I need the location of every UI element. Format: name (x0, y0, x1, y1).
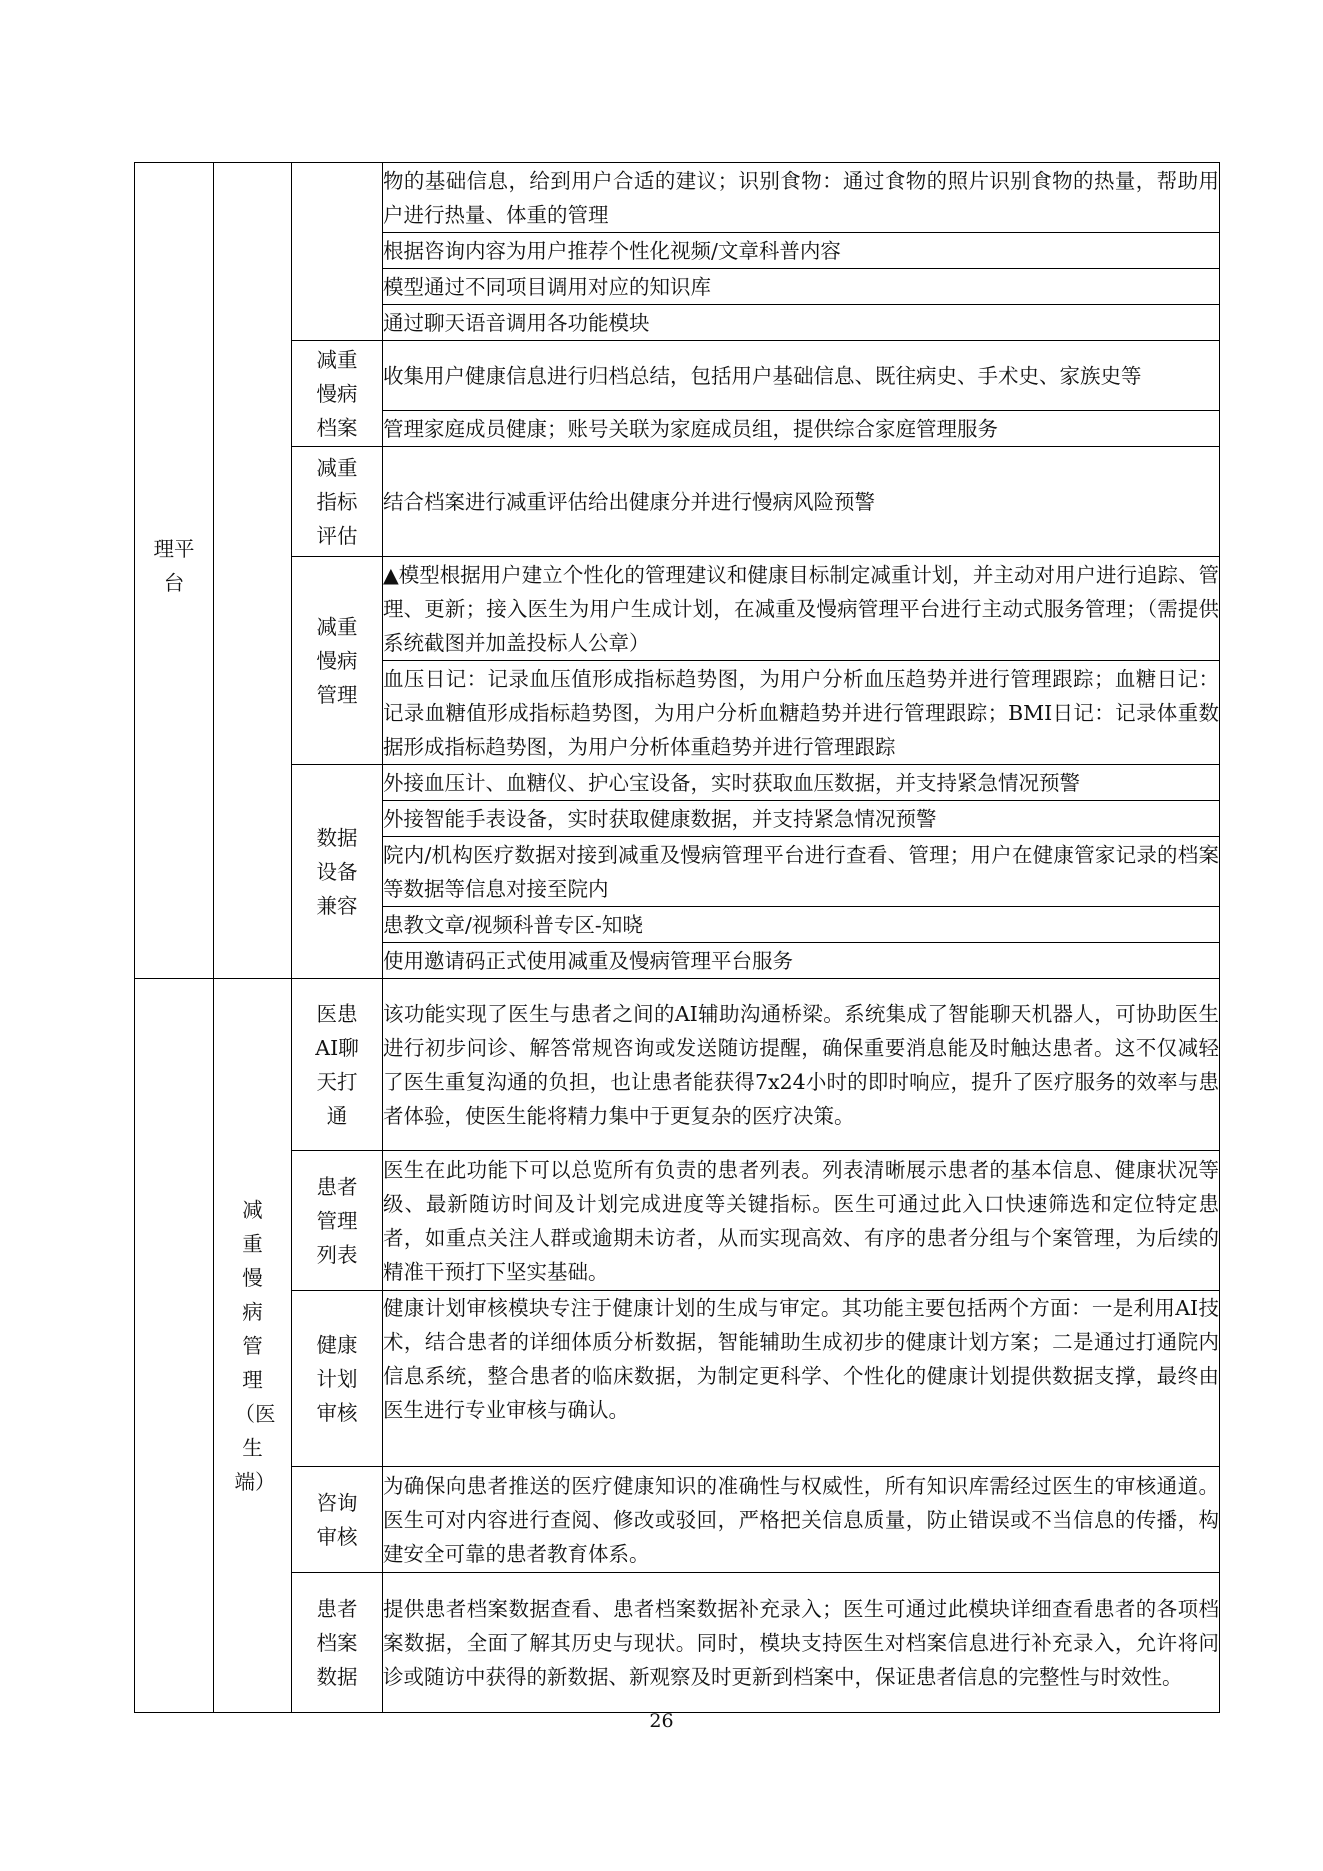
feature-cell (383, 907, 1220, 943)
feature-text: 健康计划审核模块专注于健康计划的生成与审定。其功能主要包括两个方面：一是利用AI技术，结合患者的详细体质分析数据，智能辅助生成初步的健康计划方案；二是通过打通院内信息系统，整合患者的临床数据，为制定更科学、个性化的健康计划提供数据支撑，最终由医生进行专业审核与确认。 (383, 1296, 1219, 1422)
feature-text: 物的基础信息，给到用户合适的建议；识别食物：通过食物的照片识别食物的热量，帮助用户进行热量、体重的管理 (383, 168, 1219, 227)
module-cell (292, 979, 383, 1151)
module-cell-blank (292, 163, 383, 341)
module-label: 患者档案数据 (316, 1596, 358, 1689)
module-label: 医患AI聊天打通 (315, 1001, 359, 1128)
feature-cell (383, 1573, 1220, 1713)
module-cell (292, 557, 383, 765)
module-cell (292, 1573, 383, 1713)
spec-sheet (134, 162, 1219, 1713)
feature-cell (383, 943, 1220, 979)
feature-text: 提供患者档案数据查看、患者档案数据补充录入；医生可通过此模块详细查看患者的各项档案数据，全面了解其历史与现状。同时，模块支持医生对档案信息进行补充录入，允许将问诊或随访中获得的新数据、新观察及时更新到档案中，保证患者信息的完整性与时效性。 (383, 1596, 1219, 1689)
module-cell (292, 341, 383, 447)
module-cell (292, 447, 383, 557)
feature-cell (383, 661, 1220, 765)
page-number: 26 (649, 1710, 674, 1732)
feature-text: 根据咨询内容为用户推荐个性化视频/文章科普内容 (383, 238, 841, 263)
module-label: 减重慢病档案 (316, 347, 358, 440)
feature-cell (383, 801, 1220, 837)
module-cell (292, 1467, 383, 1573)
feature-text: 通过聊天语音调用各功能模块 (383, 310, 650, 335)
feature-cell (383, 269, 1220, 305)
feature-text: 该功能实现了医生与患者之间的AI辅助沟通桥梁。系统集成了智能聊天机器人，可协助医生进行初步问诊、解答常规咨询或发送随访提醒，确保重要消息能及时触达患者。这不仅减轻了医生重复沟通的负担，也让患者能获得7x24小时的即时响应，提升了医疗服务的效率与患者体验，使医生能将精力集中于更复杂的医疗决策。 (383, 1001, 1219, 1128)
module-label: 减重指标评估 (316, 455, 358, 548)
section-cell (214, 979, 292, 1713)
platform-cell (135, 163, 214, 979)
module-cell (292, 1151, 383, 1291)
module-label: 咨询审核 (316, 1490, 358, 1549)
feature-text: 血压日记：记录血压值形成指标趋势图，为用户分析血压趋势并进行管理跟踪；血糖日记：记录血糖值形成指标趋势图，为用户分析血糖趋势并进行管理跟踪；BMI日记：记录体重数据形成指标趋势图，为用户分析体重趋势并进行管理跟踪 (383, 666, 1219, 759)
feature-cell (383, 447, 1220, 557)
feature-text: 使用邀请码正式使用减重及慢病管理平台服务 (383, 948, 793, 973)
feature-cell (383, 305, 1220, 341)
feature-cell (383, 1151, 1220, 1291)
table-row (135, 765, 1220, 801)
feature-cell (383, 411, 1220, 447)
feature-cell (383, 557, 1220, 661)
feature-text: 结合档案进行减重评估给出健康分并进行慢病风险预警 (383, 489, 875, 514)
module-label: 数据设备兼容 (316, 825, 358, 918)
table-row (135, 1573, 1220, 1713)
table-row (135, 557, 1220, 661)
section-label: 减重慢病管理（医生端） (234, 1197, 276, 1494)
feature-text: 医生在此功能下可以总览所有负责的患者列表。列表清晰展示患者的基本信息、健康状况等级、最新随访时间及计划完成进度等关键指标。医生可通过此入口快速筛选和定位特定患者，如重点关注人群或逾期未访者，从而实现高效、有序的患者分组与个案管理，为后续的精准干预打下坚实基础。 (383, 1157, 1219, 1284)
feature-cell (383, 233, 1220, 269)
feature-cell (383, 1291, 1220, 1467)
module-label: 减重慢病管理 (316, 614, 358, 707)
feature-text: 收集用户健康信息进行归档总结，包括用户基础信息、既往病史、手术史、家族史等 (383, 363, 1142, 388)
feature-text: 为确保向患者推送的医疗健康知识的准确性与权威性，所有知识库需经过医生的审核通道。医生可对内容进行查阅、修改或驳回，严格把关信息质量，防止错误或不当信息的传播，构建安全可靠的患者教育体系。 (383, 1473, 1219, 1566)
table-row (135, 979, 1220, 1151)
platform-cell-continued (135, 979, 214, 1713)
feature-cell (383, 1467, 1220, 1573)
module-label: 患者管理列表 (316, 1174, 358, 1267)
table-row (135, 341, 1220, 411)
module-label: 健康计划审核 (316, 1332, 358, 1425)
feature-text: 患教文章/视频科普专区-知晓 (383, 912, 643, 937)
feature-text: 外接血压计、血糖仪、护心宝设备，实时获取血压数据，并支持紧急情况预警 (383, 770, 1080, 795)
feature-cell (383, 979, 1220, 1151)
requirements-table (134, 162, 1220, 1713)
feature-cell (383, 765, 1220, 801)
module-cell (292, 765, 383, 979)
feature-text: 管理家庭成员健康；账号关联为家庭成员组，提供综合家庭管理服务 (383, 416, 998, 441)
feature-text: 院内/机构医疗数据对接到减重及慢病管理平台进行查看、管理；用户在健康管家记录的档案等数据等信息对接至院内 (383, 842, 1219, 901)
feature-text: 模型通过不同项目调用对应的知识库 (383, 274, 711, 299)
table-row (135, 1467, 1220, 1573)
table-row (135, 1151, 1220, 1291)
feature-text: 外接智能手表设备，实时获取健康数据，并支持紧急情况预警 (383, 806, 937, 831)
feature-cell (383, 163, 1220, 233)
feature-cell (383, 837, 1220, 907)
table-row (135, 163, 1220, 233)
table-row (135, 1291, 1220, 1467)
feature-text: ▲模型根据用户建立个性化的管理建议和健康目标制定减重计划，并主动对用户进行追踪、管理、更新；接入医生为用户生成计划，在减重及慢病管理平台进行主动式服务管理；（需提供系统截图并加盖投标人公章） (383, 562, 1219, 655)
feature-cell (383, 341, 1220, 411)
section-cell-blank (214, 163, 292, 979)
table-row (135, 447, 1220, 557)
platform-label: 理平台 (153, 536, 195, 595)
module-cell (292, 1291, 383, 1467)
